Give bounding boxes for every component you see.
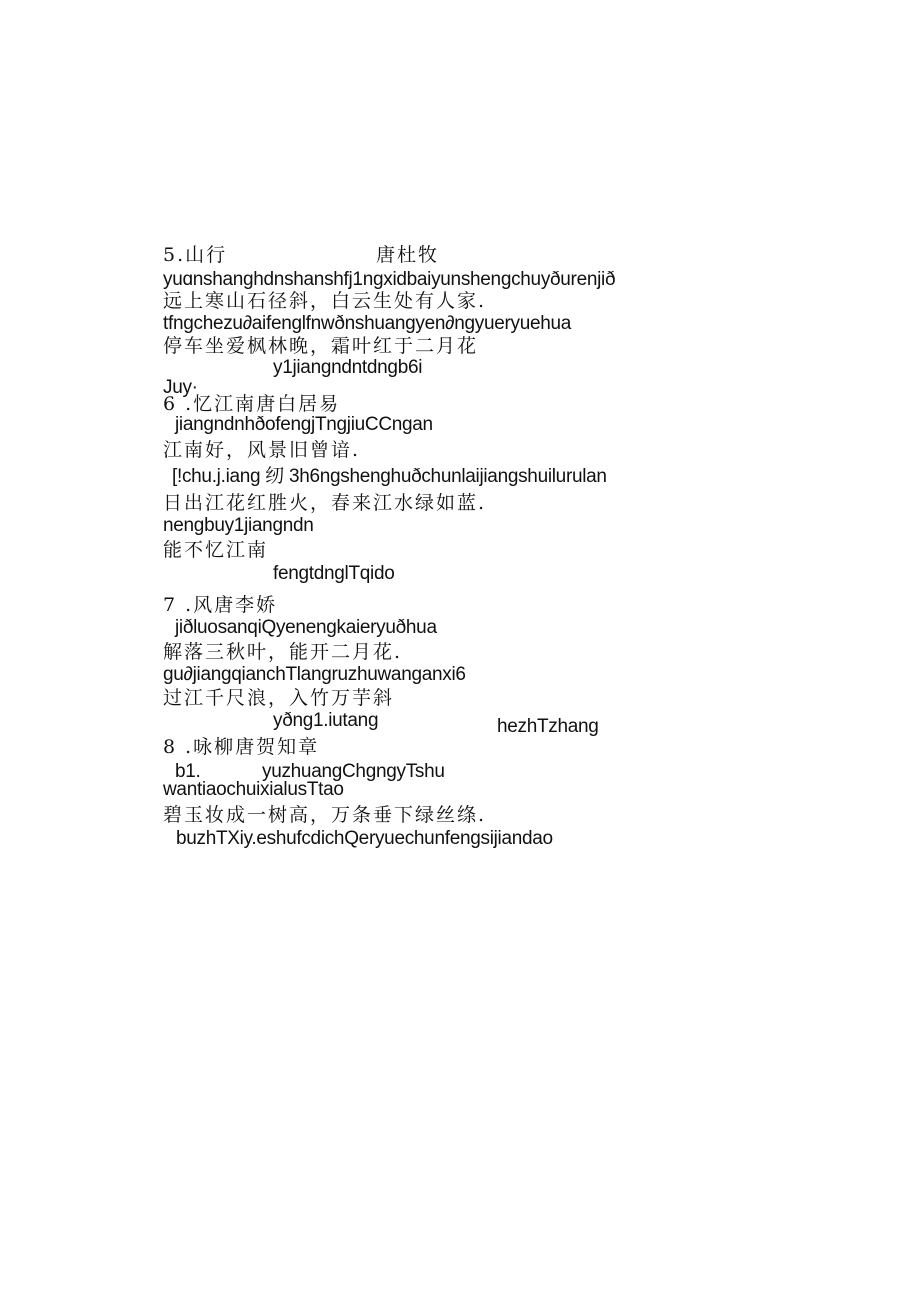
poem-line: 江南好，风景旧曾谙. (163, 439, 361, 461)
poem-line: 解落三秋叶，能开二月花. (163, 641, 403, 663)
pinyin-line: jiangndnhðofengjTngjiuCCngan (175, 414, 433, 435)
pinyin-line: Juy· (163, 377, 198, 398)
pinyin-line: wantiaochuixialusTtao (163, 779, 344, 800)
poem-line: 过江千尺浪，入竹万芋斜 (163, 687, 395, 709)
poem-title-yongliu: 8 .咏柳唐贺知章 (163, 736, 320, 758)
poem-line: 日出江花红胜火，春来江水绿如蓝. (163, 492, 487, 514)
pinyin-line: nengbuy1jiangndn (163, 515, 314, 536)
pinyin-line: b1. (175, 761, 201, 782)
poem-line: 停车坐爱枫林晚，霜叶红于二月花 (163, 335, 479, 357)
pinyin-line: yuɑnshanghdnshanshfj1ngxidbaiyunshengchuyðurenjið (163, 269, 616, 290)
pinyin-line: tfngchezu∂aifenglfnwðnshuangyen∂ngyueryuehua (163, 313, 572, 334)
pinyin-line: [!chu.j.iang 纫 3h6ngshenghuðchunlaijiangshuilurulan (172, 466, 607, 487)
pinyin-line: gu∂jiangqianchTlangruzhuwanganxi6 (163, 664, 466, 685)
pinyin-line: yuzhuangChgngyTshu (262, 761, 445, 782)
poem-author: 唐杜牧 (376, 244, 440, 266)
pinyin-line: buzhTXiy.eshufcdichQeryuechunfengsijiandao (176, 828, 553, 849)
poem-title-yijiangnan: 6 .忆江南唐白居易 (163, 393, 341, 415)
poem-line: 碧玉妆成一树高，万条垂下绿丝绦. (163, 804, 487, 826)
poem-title-feng: 7 .风唐李娇 (163, 594, 278, 616)
pinyin-line: jiðluosanqiQyenengkaieryuðhua (175, 617, 437, 638)
poem-line: 能不忆江南 (163, 539, 269, 561)
poem-title-shanxing: 5.山行 (163, 244, 228, 266)
pinyin-line: y1jiangndntdngb6i (273, 357, 423, 378)
pinyin-line: yðng1.iutang (273, 710, 379, 731)
pinyin-line: fengtdnglTqido (273, 563, 395, 584)
poem-line: 远上寒山石径斜，白云生处有人家. (163, 290, 487, 312)
pinyin-line: hezhTzhang (497, 716, 599, 737)
